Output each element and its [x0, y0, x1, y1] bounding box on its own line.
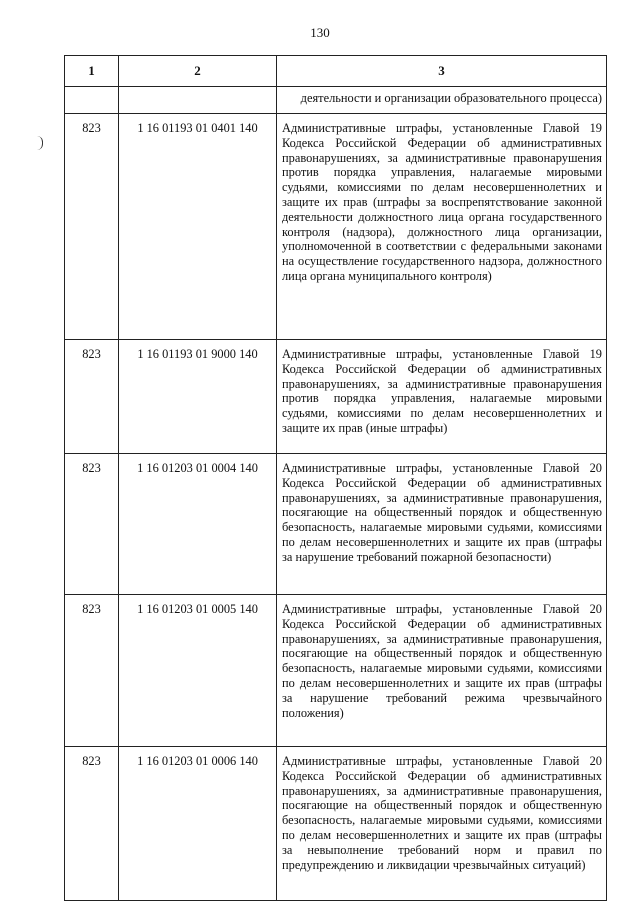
- kbk-code-cell: 1 16 01193 01 0401 140: [119, 114, 277, 340]
- description-cell: Административные штрафы, установленные Главой 20 Кодекса Российской Федерации об административных правонарушениях, за административные правонарушения, посягающие на общественный порядок и общественную безопасность, налагаемые мировыми судьями, комиссиями по делам несовершеннолетних и защите их прав (штрафы за невыполнение требований норм и правил по предупреждению и ликвидации чрезвычайных ситуаций): [277, 747, 607, 901]
- kbk-code-cell: 1 16 01203 01 0005 140: [119, 595, 277, 747]
- admin-code-cell: 823: [65, 454, 119, 595]
- page-number: 130: [310, 25, 330, 40]
- column-header-2: 2: [119, 56, 277, 87]
- kbk-code-cell: 1 16 01193 01 9000 140: [119, 340, 277, 454]
- table-row: [65, 114, 607, 340]
- admin-code-cell: 823: [65, 114, 119, 340]
- kbk-code-cell: 1 16 01203 01 0006 140: [119, 747, 277, 901]
- table-header-row: [65, 56, 607, 87]
- description-cell: Административные штрафы, установленные Главой 20 Кодекса Российской Федерации об административных правонарушениях, за административные правонарушения, посягающие на общественный порядок и общественную безопасность, налагаемые мировыми судьями, комиссиями по делам несовершеннолетних и защите их прав (штрафы за нарушение требований пожарной безопасности): [277, 454, 607, 595]
- table-row: [65, 595, 607, 747]
- description-cell: Административные штрафы, установленные Главой 20 Кодекса Российской Федерации об административных правонарушениях, за административные правонарушения, посягающие на общественный порядок и общественную безопасность, налагаемые мировыми судьями, комиссиями по делам несовершеннолетних и защите их прав (штрафы за нарушение требований режима чрезвычайного положения): [277, 595, 607, 747]
- budget-code-table: [64, 55, 607, 901]
- admin-code-cell: 823: [65, 595, 119, 747]
- kbk-code-cell: 1 16 01203 01 0004 140: [119, 454, 277, 595]
- description-cell: Административные штрафы, установленные Главой 19 Кодекса Российской Федерации об административных правонарушениях, за административные правонарушения против порядка управления, налагаемые мировыми судьями, комиссиями по делам несовершеннолетних и защите их прав (штрафы за воспрепятствование законной деятельности должностного лица органа государственного контроля (надзора), должностного лица организации, уполномоченной в соответствии с федеральными законами на осуществление государственного надзора, должностного лица органа муниципального контроля): [277, 114, 607, 340]
- scan-artifact-mark: [37, 136, 43, 150]
- column-header-3: 3: [277, 56, 607, 87]
- admin-code-cell: 823: [65, 340, 119, 454]
- continuation-text: деятельности и организации образовательного процесса): [277, 87, 607, 114]
- description-cell: Административные штрафы, установленные Главой 19 Кодекса Российской Федерации об административных правонарушениях, за административные правонарушения против порядка управления, налагаемые мировыми судьями, комиссиями по делам несовершеннолетних и защите их прав (иные штрафы): [277, 340, 607, 454]
- table-row: [65, 454, 607, 595]
- continuation-cell-2: [119, 87, 277, 114]
- column-header-1: 1: [65, 56, 119, 87]
- continuation-row: [65, 87, 607, 114]
- table-row: [65, 340, 607, 454]
- admin-code-cell: 823: [65, 747, 119, 901]
- continuation-cell-1: [65, 87, 119, 114]
- table-row: [65, 747, 607, 901]
